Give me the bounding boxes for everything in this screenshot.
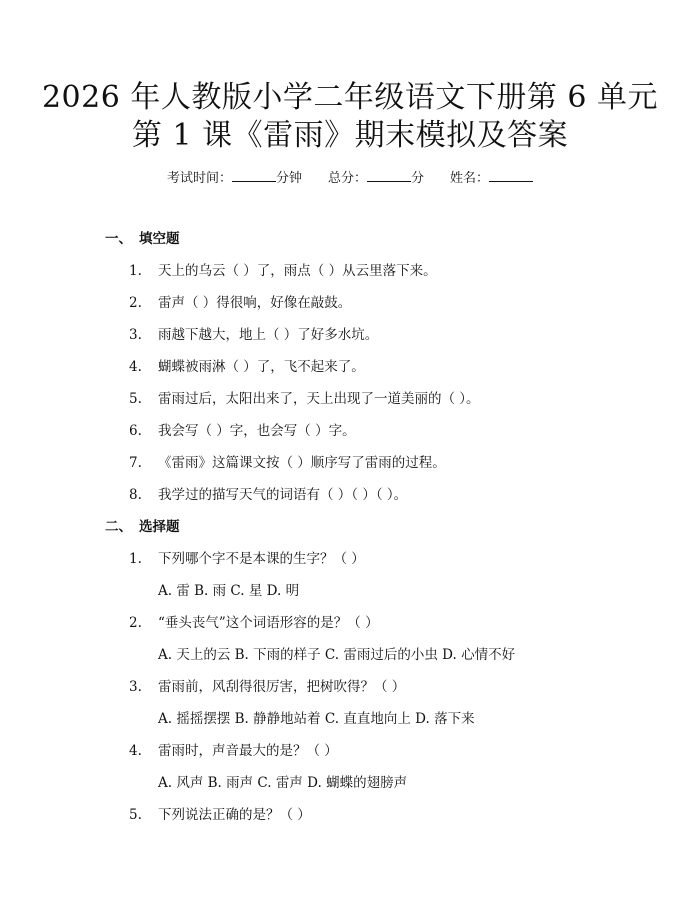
section-number: 一、 [105, 231, 132, 247]
question-number: 5. [129, 807, 142, 823]
choice-question-1 [129, 550, 365, 568]
question-number: 3. [129, 327, 142, 343]
question-number: 3. [129, 679, 142, 695]
student-name-label: 姓名： [450, 171, 490, 186]
section-heading-fill-blank [105, 230, 180, 248]
question-text: 我会写（ ）字，也会写（ ）字。 [158, 423, 356, 439]
question-text: “垂头丧气”这个词语形容的是？（ ） [158, 615, 379, 631]
fill-question-1 [129, 262, 437, 280]
document-title-line-2: 第 1 课《雷雨》期末模拟及答案 [131, 118, 569, 153]
question-text: 天上的乌云（ ）了，雨点（ ）从云里落下来。 [158, 263, 437, 279]
question-number: 4. [129, 359, 142, 375]
question-number: 4. [129, 743, 142, 759]
question-text: 《雷雨》这篇课文按（ ）顺序写了雷雨的过程。 [158, 455, 446, 471]
choice-question-4 [129, 742, 338, 760]
choice-question-3 [129, 678, 405, 696]
question-text: 雷雨时，声音最大的是？（ ） [158, 743, 338, 759]
choice-question-5 [129, 806, 311, 824]
fill-question-5 [129, 390, 480, 408]
choice-options-2: A. 天上的云 B. 下雨的样子 C. 雷雨过后的小虫 D. 心情不好 [158, 647, 516, 663]
question-number: 7. [129, 455, 142, 471]
choice-question-2 [129, 614, 379, 632]
question-number: 6. [129, 423, 142, 439]
question-text: 下列说法正确的是？（ ） [158, 807, 311, 823]
fill-question-6 [129, 422, 356, 440]
fill-question-3 [129, 326, 378, 344]
choice-options-1: A. 雷 B. 雨 C. 星 D. 明 [158, 583, 300, 599]
section-number: 二、 [105, 519, 132, 535]
fill-question-7 [129, 454, 446, 472]
exam-time-label: 考试时间： [166, 171, 232, 186]
choice-options-3: A. 摇摇摆摆 B. 静静地站着 C. 直直地向上 D. 落下来 [158, 711, 475, 727]
total-score-label: 总分： [327, 171, 367, 186]
document-title-line-1: 2026 年人教版小学二年级语文下册第 6 单元 [41, 80, 659, 115]
question-text: 雨越下越大，地上（ ）了好多水坑。 [158, 327, 379, 343]
question-text: 雷雨过后，太阳出来了，天上出现了一道美丽的（ ）。 [158, 391, 480, 407]
total-score-unit: 分 [411, 171, 425, 186]
section-title: 选择题 [139, 519, 180, 535]
fill-question-4 [129, 358, 365, 376]
question-text: 雷声（ ）得很响，好像在敲鼓。 [158, 295, 352, 311]
student-name-blank[interactable] [489, 168, 533, 182]
question-text: 下列哪个字不是本课的生字？（ ） [158, 551, 365, 567]
question-text: 我学过的描写天气的词语有（ ）（ ）（ ）。 [158, 487, 408, 503]
question-number: 2. [129, 295, 142, 311]
exam-time-blank[interactable] [232, 168, 276, 182]
question-text: 蝴蝶被雨淋（ ）了，飞不起来了。 [158, 359, 365, 375]
fill-question-2 [129, 294, 351, 312]
question-number: 8. [129, 487, 142, 503]
choice-options-4: A. 风声 B. 雨声 C. 雷声 D. 蝴蝶的翅膀声 [158, 775, 408, 791]
section-heading-multiple-choice [105, 518, 180, 536]
question-number: 5. [129, 391, 142, 407]
question-text: 雷雨前，风刮得很厉害，把树吹得？（ ） [158, 679, 406, 695]
question-number: 1. [129, 551, 142, 567]
question-number: 1. [129, 263, 142, 279]
fill-question-8 [129, 486, 407, 504]
question-number: 2. [129, 615, 142, 631]
section-title: 填空题 [139, 231, 180, 247]
exam-time-unit: 分钟 [275, 171, 302, 186]
exam-info-line [0, 168, 700, 188]
total-score-blank[interactable] [367, 168, 411, 182]
